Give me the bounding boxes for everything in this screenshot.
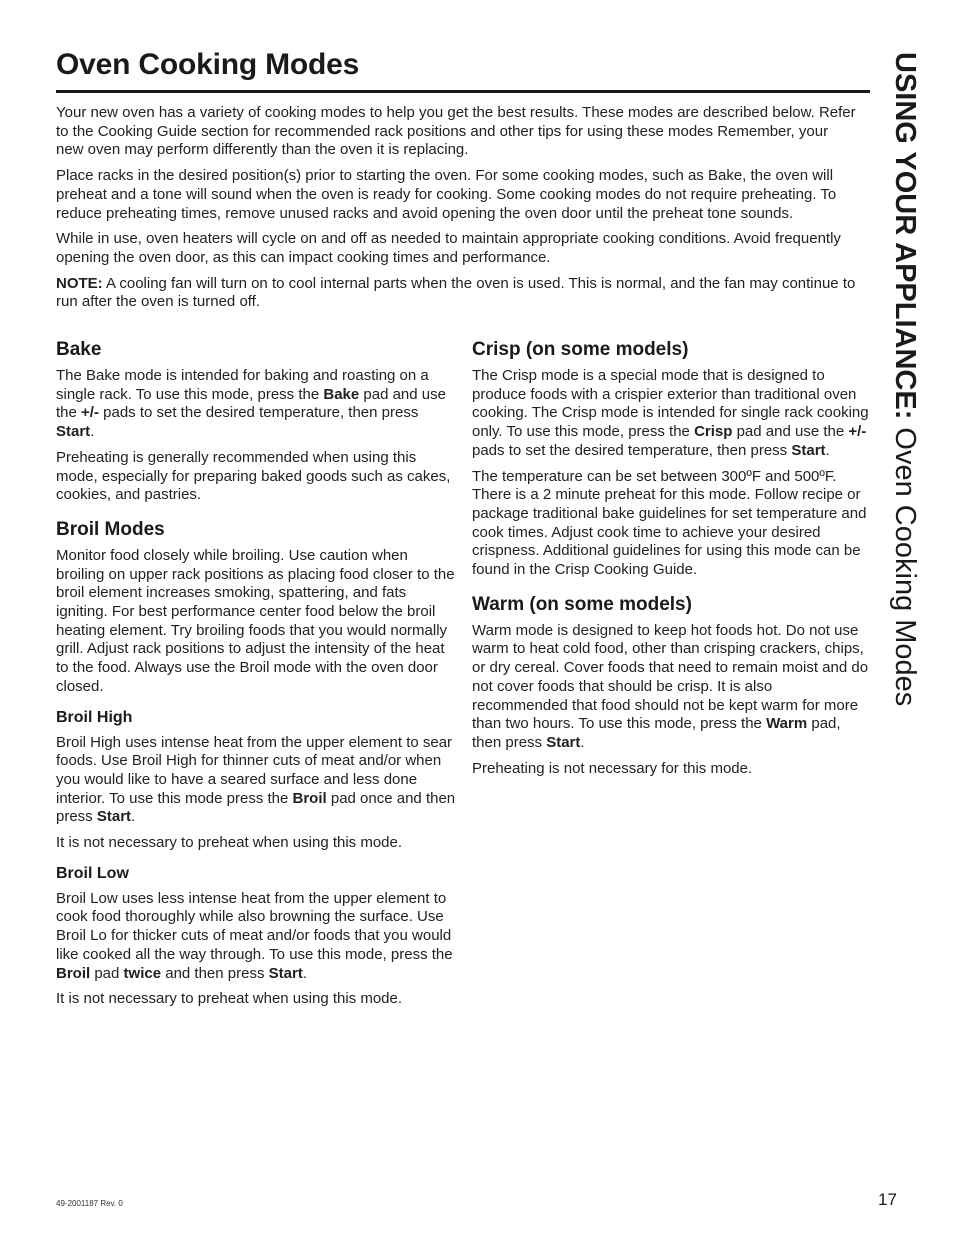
side-tab-bold: USING YOUR APPLIANCE: [889, 52, 921, 420]
intro-paragraph-1: Your new oven has a variety of cooking modes to help you get the best results. These modes are described below. Refer to the Cooking Guide section for recommended rack positions and other tips for using these modes Remember, your new oven may perform differently than the oven it is replacing. [56, 104, 856, 159]
bake-heading: Bake [56, 339, 102, 360]
broil-high-paragraph-1: Broil High uses intense heat from the upper element to sear foods. Use Broil High for thinner cuts of meat and/or when you would like to have a seared surface and less done interior. To use this mode press the Broil pad once and then press Start. [56, 733, 456, 826]
intro-paragraph-2: Place racks in the desired position(s) prior to starting the oven. For some cooking modes, such as Bake, the oven will preheat and a tone will sound when the oven is ready for cooking. Some cooking modes do not require preheating. To reduce preheating times, remove unused racks and avoid opening the oven door until the preheat tone sounds. [56, 167, 837, 222]
warm-heading: Warm (on some models) [472, 593, 692, 615]
intro-note [56, 275, 856, 312]
page-number: 17 [878, 1190, 897, 1209]
bake-paragraph-2: Preheating is generally recommended when using this mode, especially for preparing baked goods such as cakes, cookies, and pastries. [56, 448, 451, 504]
page-title: Oven Cooking Modes [56, 48, 360, 81]
document-code: 49-2001187 Rev. 0 [56, 1199, 123, 1208]
note-text: A cooling fan will turn on to cool internal parts when the oven is used. This is normal, and the fan may continue to run after the oven is turned off. [56, 274, 856, 311]
right-column [472, 339, 872, 785]
broil-high-paragraph-2: It is not necessary to preheat when using this mode. [56, 834, 403, 852]
warm-paragraph-2: Preheating is not necessary for this mode. [472, 759, 753, 777]
broil-low-heading: Broil Low [56, 864, 129, 882]
crisp-paragraph-2: The temperature can be set between 300ºF and 500ºF. There is a 2 minute preheat for this mode. Follow recipe or package traditional bake guidelines for set temperature and cook times. Adjust cook time to achieve your desired crispness. Additional guidelines for using this mode can be found in the Crisp Cooking Guide. [472, 467, 867, 579]
broil-modes-heading: Broil Modes [56, 518, 165, 540]
note-label: NOTE: [56, 274, 103, 292]
crisp-paragraph-1: The Crisp mode is a special mode that is designed to produce foods with a crispier exterior than traditional oven cooking. The Crisp mode is intended for single rack cooking only. To use this mode, press the Crisp pad and use the +/- pads to set the desired temperature, then press Start. [472, 367, 869, 459]
broil-high-heading: Broil High [56, 708, 133, 726]
crisp-heading: Crisp (on some models) [472, 339, 689, 360]
intro-paragraph-3: While in use, oven heaters will cycle on and off as needed to maintain appropriate cooking conditions. Avoid frequently opening the oven door, as this can impact cooking times and performance. [56, 230, 841, 266]
intro-section [56, 104, 856, 319]
warm-paragraph-1: Warm mode is designed to keep hot foods hot. Do not use warm to heat cold food, other than crisping crackers, chips, or dry cereal. Cover foods that need to remain moist and do not cover foods that should be crisp. It is also recommended that food should not be kept warm for more than two hours. To use this mode, press the Warm pad, then press Start. [472, 621, 869, 751]
broil-low-paragraph-1: Broil Low uses less intense heat from the upper element to cook food thoroughly while also browning the surface. Use Broil Lo for thicker cuts of meat and/or foods that you would like cooked all the way through. To use this mode, press the Broil pad twice and then press Start. [56, 889, 453, 982]
title-divider [56, 90, 870, 93]
left-column [56, 339, 456, 1016]
side-tab-regular: Oven Cooking Modes [889, 419, 921, 707]
side-section-tab [888, 52, 921, 706]
bake-paragraph-1: The Bake mode is intended for baking and roasting on a single rack. To use this mode, press the Bake pad and use the +/- pads to set the desired temperature, then press Start. [56, 367, 446, 441]
broil-low-paragraph-2: It is not necessary to preheat when using this mode. [56, 990, 403, 1008]
broil-modes-paragraph: Monitor food closely while broiling. Use caution when broiling on upper rack positions as placing food closer to the broil element increases smoking, spattering, and fats igniting. For best performance center food below the broil heating element. Try broiling foods that you would normally grill. Adjust rack positions to adjust the intensity of the heat to the food. Always use the Broil mode with the oven door closed. [56, 546, 455, 695]
